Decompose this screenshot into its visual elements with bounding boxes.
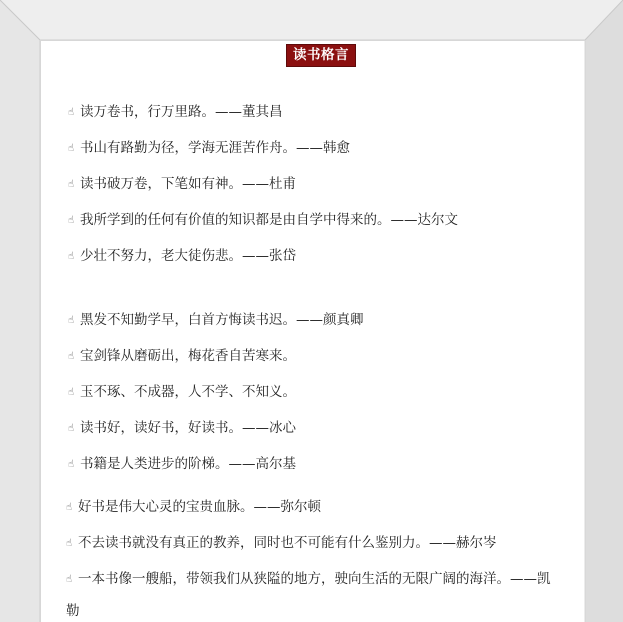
quote-line [68,103,283,122]
quote-line [68,455,296,474]
hand-point-icon: ☝ [68,387,75,398]
hand-point-icon: ☝ [68,215,75,226]
quote-continuation: 勒 [66,603,80,619]
page-title: 读书格言 [286,44,356,67]
quote-line [68,347,296,366]
quote-text: 不去读书就没有真正的教养，同时也不可能有什么鉴别力。——赫尔岑 [78,535,497,551]
quote-text: 玉不琢、不成器，人不学、不知义。 [80,384,296,400]
hand-point-icon: ☝ [68,315,75,326]
quote-text: 好书是伟大心灵的宝贵血脉。——弥尔顿 [78,499,321,515]
hand-point-icon: ☝ [68,179,75,190]
hand-point-icon: ☝ [68,459,75,470]
quote-line [68,139,350,158]
quote-line [66,570,551,589]
hand-point-icon: ☝ [66,574,73,585]
quote-text: 黑发不知勤学早，白首方悔读书迟。——颜真卿 [80,312,364,328]
quote-text: 读书好，读好书，好读书。——冰心 [80,420,296,436]
quote-line [68,175,296,194]
hand-point-icon: ☝ [68,351,75,362]
quote-text: 少壮不努力，老大徒伤悲。——张岱 [80,248,296,264]
hand-point-icon: ☝ [68,423,75,434]
hand-point-icon: ☝ [68,251,75,262]
quote-text: 书籍是人类进步的阶梯。——高尔基 [80,456,296,472]
quote-line [66,534,497,553]
quote-text: 一本书像一艘船，带领我们从狭隘的地方，驶向生活的无限广阔的海洋。——凯 [78,571,551,587]
quote-text: 宝剑锋从磨砺出，梅花香自苦寒来。 [80,348,296,364]
quote-text: 我所学到的任何有价值的知识都是由自学中得来的。——达尔文 [80,212,458,228]
quote-text: 读万卷书，行万里路。——董其昌 [80,104,283,120]
quote-line [68,383,296,402]
quote-line [68,311,364,330]
hand-point-icon: ☝ [68,143,75,154]
hand-point-icon: ☝ [68,107,75,118]
hand-point-icon: ☝ [66,538,73,549]
quote-text: 读书破万卷，下笔如有神。——杜甫 [80,176,296,192]
quote-line [68,419,296,438]
hand-point-icon: ☝ [66,502,73,513]
quote-line [68,211,458,230]
quote-line [68,247,296,266]
quote-line [66,498,321,517]
quote-text: 书山有路勤为径，学海无涯苦作舟。——韩愈 [80,140,350,156]
